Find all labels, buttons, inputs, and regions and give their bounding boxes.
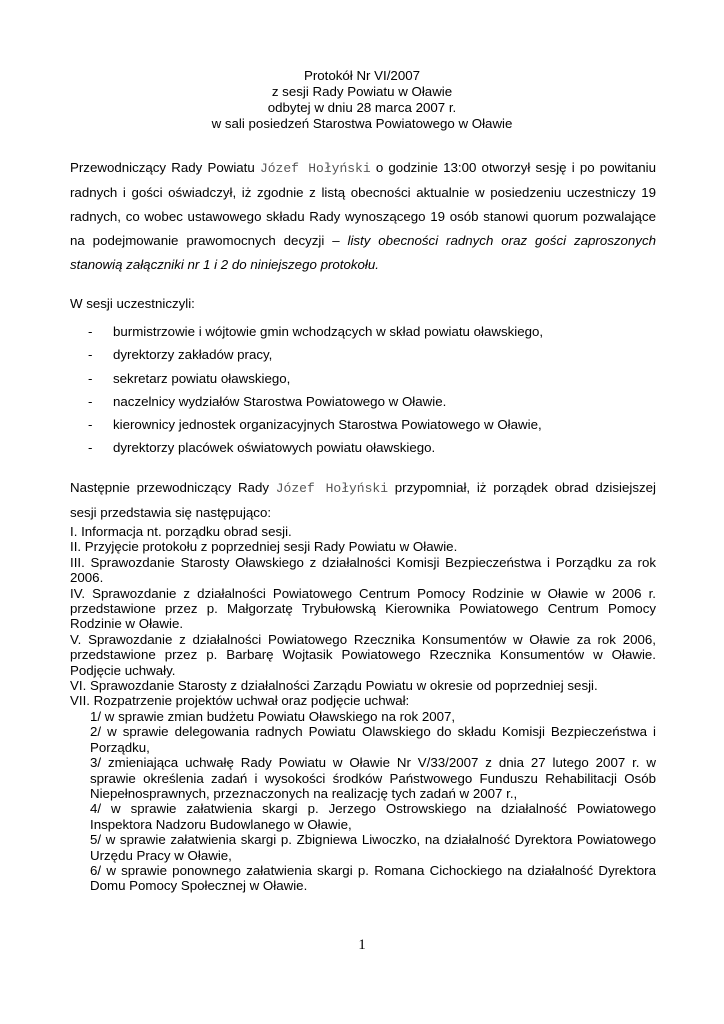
agenda-item: II. Przyjęcie protokołu z poprzedniej sesji Rady Powiatu w Oławie. [70, 539, 458, 555]
resolution-item: 6/ w sprawie ponownego załatwienia skargi p. Romana Cichockiego na działalność Dyrektora Domu Pomocy Społecznej w Oławie. [90, 862, 656, 894]
intro-text: Przewodniczący Rady Powiatu [70, 160, 260, 175]
title-line: odbytej w dniu 28 marca 2007 r. [267, 100, 457, 115]
list-item-text: dyrektorzy zakładów pracy, [113, 347, 273, 363]
resolution-item: 3/ zmieniająca uchwałę Rady Powiatu w Oławie Nr V/33/2007 z dnia 27 lutego 2007 r. w sprawie określenia zadań i wysokości środków Państwowego Funduszu Rehabilitacji Osób Niepełnosprawnych, przeznaczonych na realizację tych zadań w 2007 r., [90, 755, 656, 801]
title-line: Protokół Nr VI/2007 [303, 68, 421, 83]
dash-bullet: - [88, 440, 93, 456]
intro-paragraph [70, 156, 656, 277]
resolution-item: 2/ w sprawie delegowania radnych Powiatu Olawskiego do składu Komisji Bezpieczeństwa i Porządku, [90, 724, 656, 755]
dash-bullet: - [88, 324, 93, 339]
resolution-item: 4/ w sprawie załatwienia skargi p. Jerzego Ostrowskiego na działalność Powiatowego Inspektora Nadzoru Budowlanego w Oławie, [90, 801, 656, 832]
participants-list [88, 320, 648, 460]
dash-bullet: - [88, 393, 93, 409]
list-item [88, 367, 648, 390]
title-line: z sesji Rady Powiatu w Oławie [271, 84, 453, 99]
paragraph-text: Następnie przewodniczący Rady [70, 480, 276, 495]
list-item [88, 390, 648, 413]
dash-bullet: - [88, 417, 93, 433]
list-item [88, 436, 648, 459]
resolution-item: 1/ w sprawie zmian budżetu Powiatu Oławskiego na rok 2007, [90, 708, 456, 724]
chairman-name: Józef Hołyński [259, 161, 371, 176]
resolution-item: 5/ w sprawie załatwienia skargi p. Zbigniewa Liwoczko, na działalność Dyrektora Powiatowego Urzędu Pracy w Oławie, [90, 832, 656, 863]
dash-bullet: - [88, 370, 93, 386]
agenda-item: V. Sprawozdanie z działalności Powiatowego Rzecznika Konsumentów w Oławie za rok 2006, przedstawione przez p. Barbarę Wojtasik Powiatowego Rzecznika Konsumentów w Oławie. Podjęcie uchwały. [70, 631, 656, 678]
participants-heading: W sesji uczestniczyli: [70, 296, 195, 311]
list-item-text: sekretarz powiatu oławskiego, [113, 370, 291, 386]
agenda-item: VII. Rozpatrzenie projektów uchwał oraz podjęcie uchwał: [70, 693, 410, 709]
agenda-list [70, 524, 656, 894]
agenda-item: VI. Sprawozdanie Starosty z działalności Zarządu Powiatu w okresie od poprzedniej sesji. [70, 678, 598, 694]
title-line: w sali posiedzeń Starostwa Powiatowego w Oławie [211, 116, 513, 131]
agenda-intro-paragraph [70, 476, 656, 524]
agenda-item: I. Informacja nt. porządku obrad sesji. [70, 524, 292, 539]
chairman-name: Józef Hołyński [275, 481, 388, 496]
intro-italic-note: listy obecności radnych oraz gości zaproszonych stanowią załączniki nr 1 i 2 do niniejszego protokołu. [70, 233, 656, 272]
list-item-text: kierownicy jednostek organizacyjnych Starostwa Powiatowego w Oławie, [113, 417, 542, 433]
paragraph-text: przypomniał, iż porządek obrad dzisiejszej sesji przedstawia się następująco: [70, 480, 656, 520]
agenda-item: III. Sprawozdanie Starosty Oławskiego z działalności Komisji Bezpieczeństwa i Porządku za rok 2006. [70, 554, 656, 586]
intro-text: o godzinie 13:00 otworzył sesję i po powitaniu radnych i gości oświadczył, iż zgodnie z listą obecności aktualnie w posiedzeniu uczestniczy 19 radnych, co wobec ustawowego składu Rady wynoszącego 19 osób stanowi quorum pozwalające na podejmowanie prawomocnych decyzji – [70, 160, 656, 248]
list-item [88, 413, 648, 436]
list-item [88, 320, 648, 343]
list-item-text: dyrektorzy placówek oświatowych powiatu oławskiego. [113, 440, 436, 456]
list-item [88, 343, 648, 366]
dash-bullet: - [88, 347, 93, 363]
list-item-text: burmistrzowie i wójtowie gmin wchodzących w skład powiatu oławskiego, [113, 324, 544, 339]
list-item-text: naczelnicy wydziałów Starostwa Powiatowego w Oławie. [113, 393, 447, 409]
page-number: 1 [358, 937, 366, 953]
agenda-item: IV. Sprawozdanie z działalności Powiatowego Centrum Pomocy Rodzinie w Oławie w 2006 r. przedstawione przez p. Małgorzatę Trybułowską Kierownika Powiatowego Centrum Pomocy Rodzinie w Oławie. [70, 585, 656, 632]
document-title [0, 68, 724, 132]
